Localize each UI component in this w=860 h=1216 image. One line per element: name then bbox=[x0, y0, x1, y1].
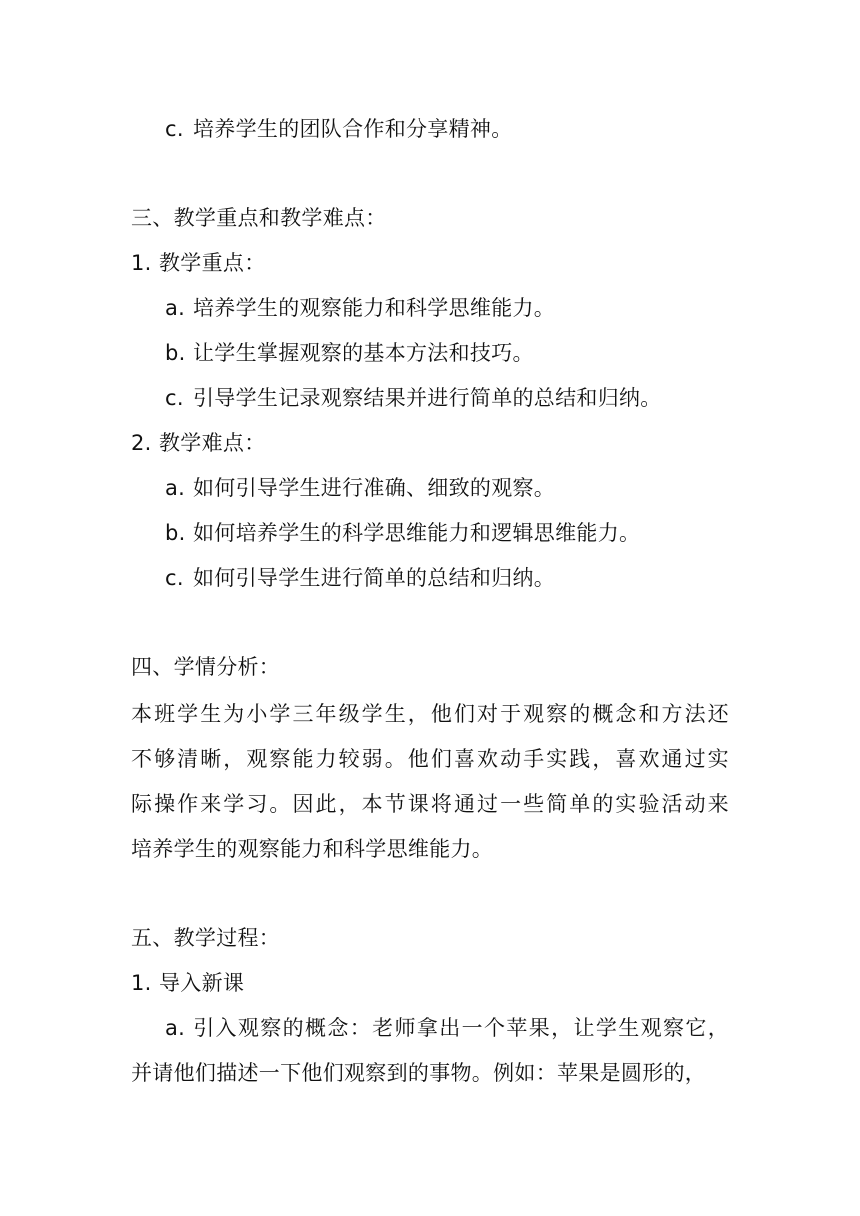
list-item-text: 让学生掌握观察的基本方法和技巧。 bbox=[193, 341, 534, 365]
difficulty-item-c bbox=[165, 564, 555, 592]
step1-item-a-line: 并请他们描述一下他们观察到的事物。例如：苹果是圆形的， bbox=[131, 1061, 707, 1085]
section-heading-4: 四、学情分析： bbox=[131, 655, 281, 679]
key-point-item-c bbox=[165, 384, 662, 412]
list-item-text: 如何引导学生进行简单的总结和归纳。 bbox=[193, 566, 556, 590]
list-item-text: 引导学生记录观察结果并进行简单的总结和归纳。 bbox=[193, 386, 662, 410]
step1-item-a-line: a. 引入观察的概念：老师拿出一个苹果，让学生观察它， bbox=[165, 1016, 729, 1040]
list-marker: 2. bbox=[131, 431, 152, 455]
list-marker: 1. bbox=[131, 971, 152, 995]
list-marker: a. bbox=[165, 296, 186, 320]
difficulty-item-b bbox=[165, 519, 640, 547]
key-point-item-b bbox=[165, 339, 534, 367]
list-marker: 1. bbox=[131, 251, 152, 275]
list-item-text: 如何引导学生进行准确、细致的观察。 bbox=[193, 476, 556, 500]
key-points-title bbox=[131, 249, 266, 277]
list-item-text: 教学难点： bbox=[159, 431, 266, 455]
list-marker: c. bbox=[165, 566, 184, 590]
goal-item-c bbox=[165, 115, 513, 143]
paragraph-line: 际操作来学习。因此，本节课将通过一些简单的实验活动来 bbox=[131, 792, 729, 816]
list-marker: b. bbox=[165, 521, 186, 545]
list-item-text: 教学重点： bbox=[159, 251, 266, 275]
step1-title bbox=[131, 969, 244, 997]
key-point-item-a bbox=[165, 294, 555, 322]
difficulty-item-a bbox=[165, 474, 555, 502]
section-heading-3: 三、教学重点和教学难点： bbox=[131, 206, 387, 230]
paragraph-line: 本班学生为小学三年级学生，他们对于观察的概念和方法还 bbox=[131, 702, 729, 726]
paragraph-line: 培养学生的观察能力和科学思维能力。 bbox=[131, 837, 494, 861]
list-marker: a. bbox=[165, 476, 186, 500]
list-item-text: 如何培养学生的科学思维能力和逻辑思维能力。 bbox=[193, 521, 641, 545]
list-item-text: 培养学生的观察能力和科学思维能力。 bbox=[193, 296, 556, 320]
list-marker: c. bbox=[165, 386, 184, 410]
list-marker: b. bbox=[165, 341, 186, 365]
list-item-text: 导入新课 bbox=[159, 971, 245, 995]
section-heading-5: 五、教学过程： bbox=[131, 926, 281, 950]
list-item-text: 培养学生的团队合作和分享精神。 bbox=[193, 117, 513, 141]
paragraph-line: 不够清晰，观察能力较弱。他们喜欢动手实践，喜欢通过实 bbox=[131, 747, 729, 771]
difficulties-title bbox=[131, 429, 266, 457]
list-marker: c. bbox=[165, 117, 184, 141]
